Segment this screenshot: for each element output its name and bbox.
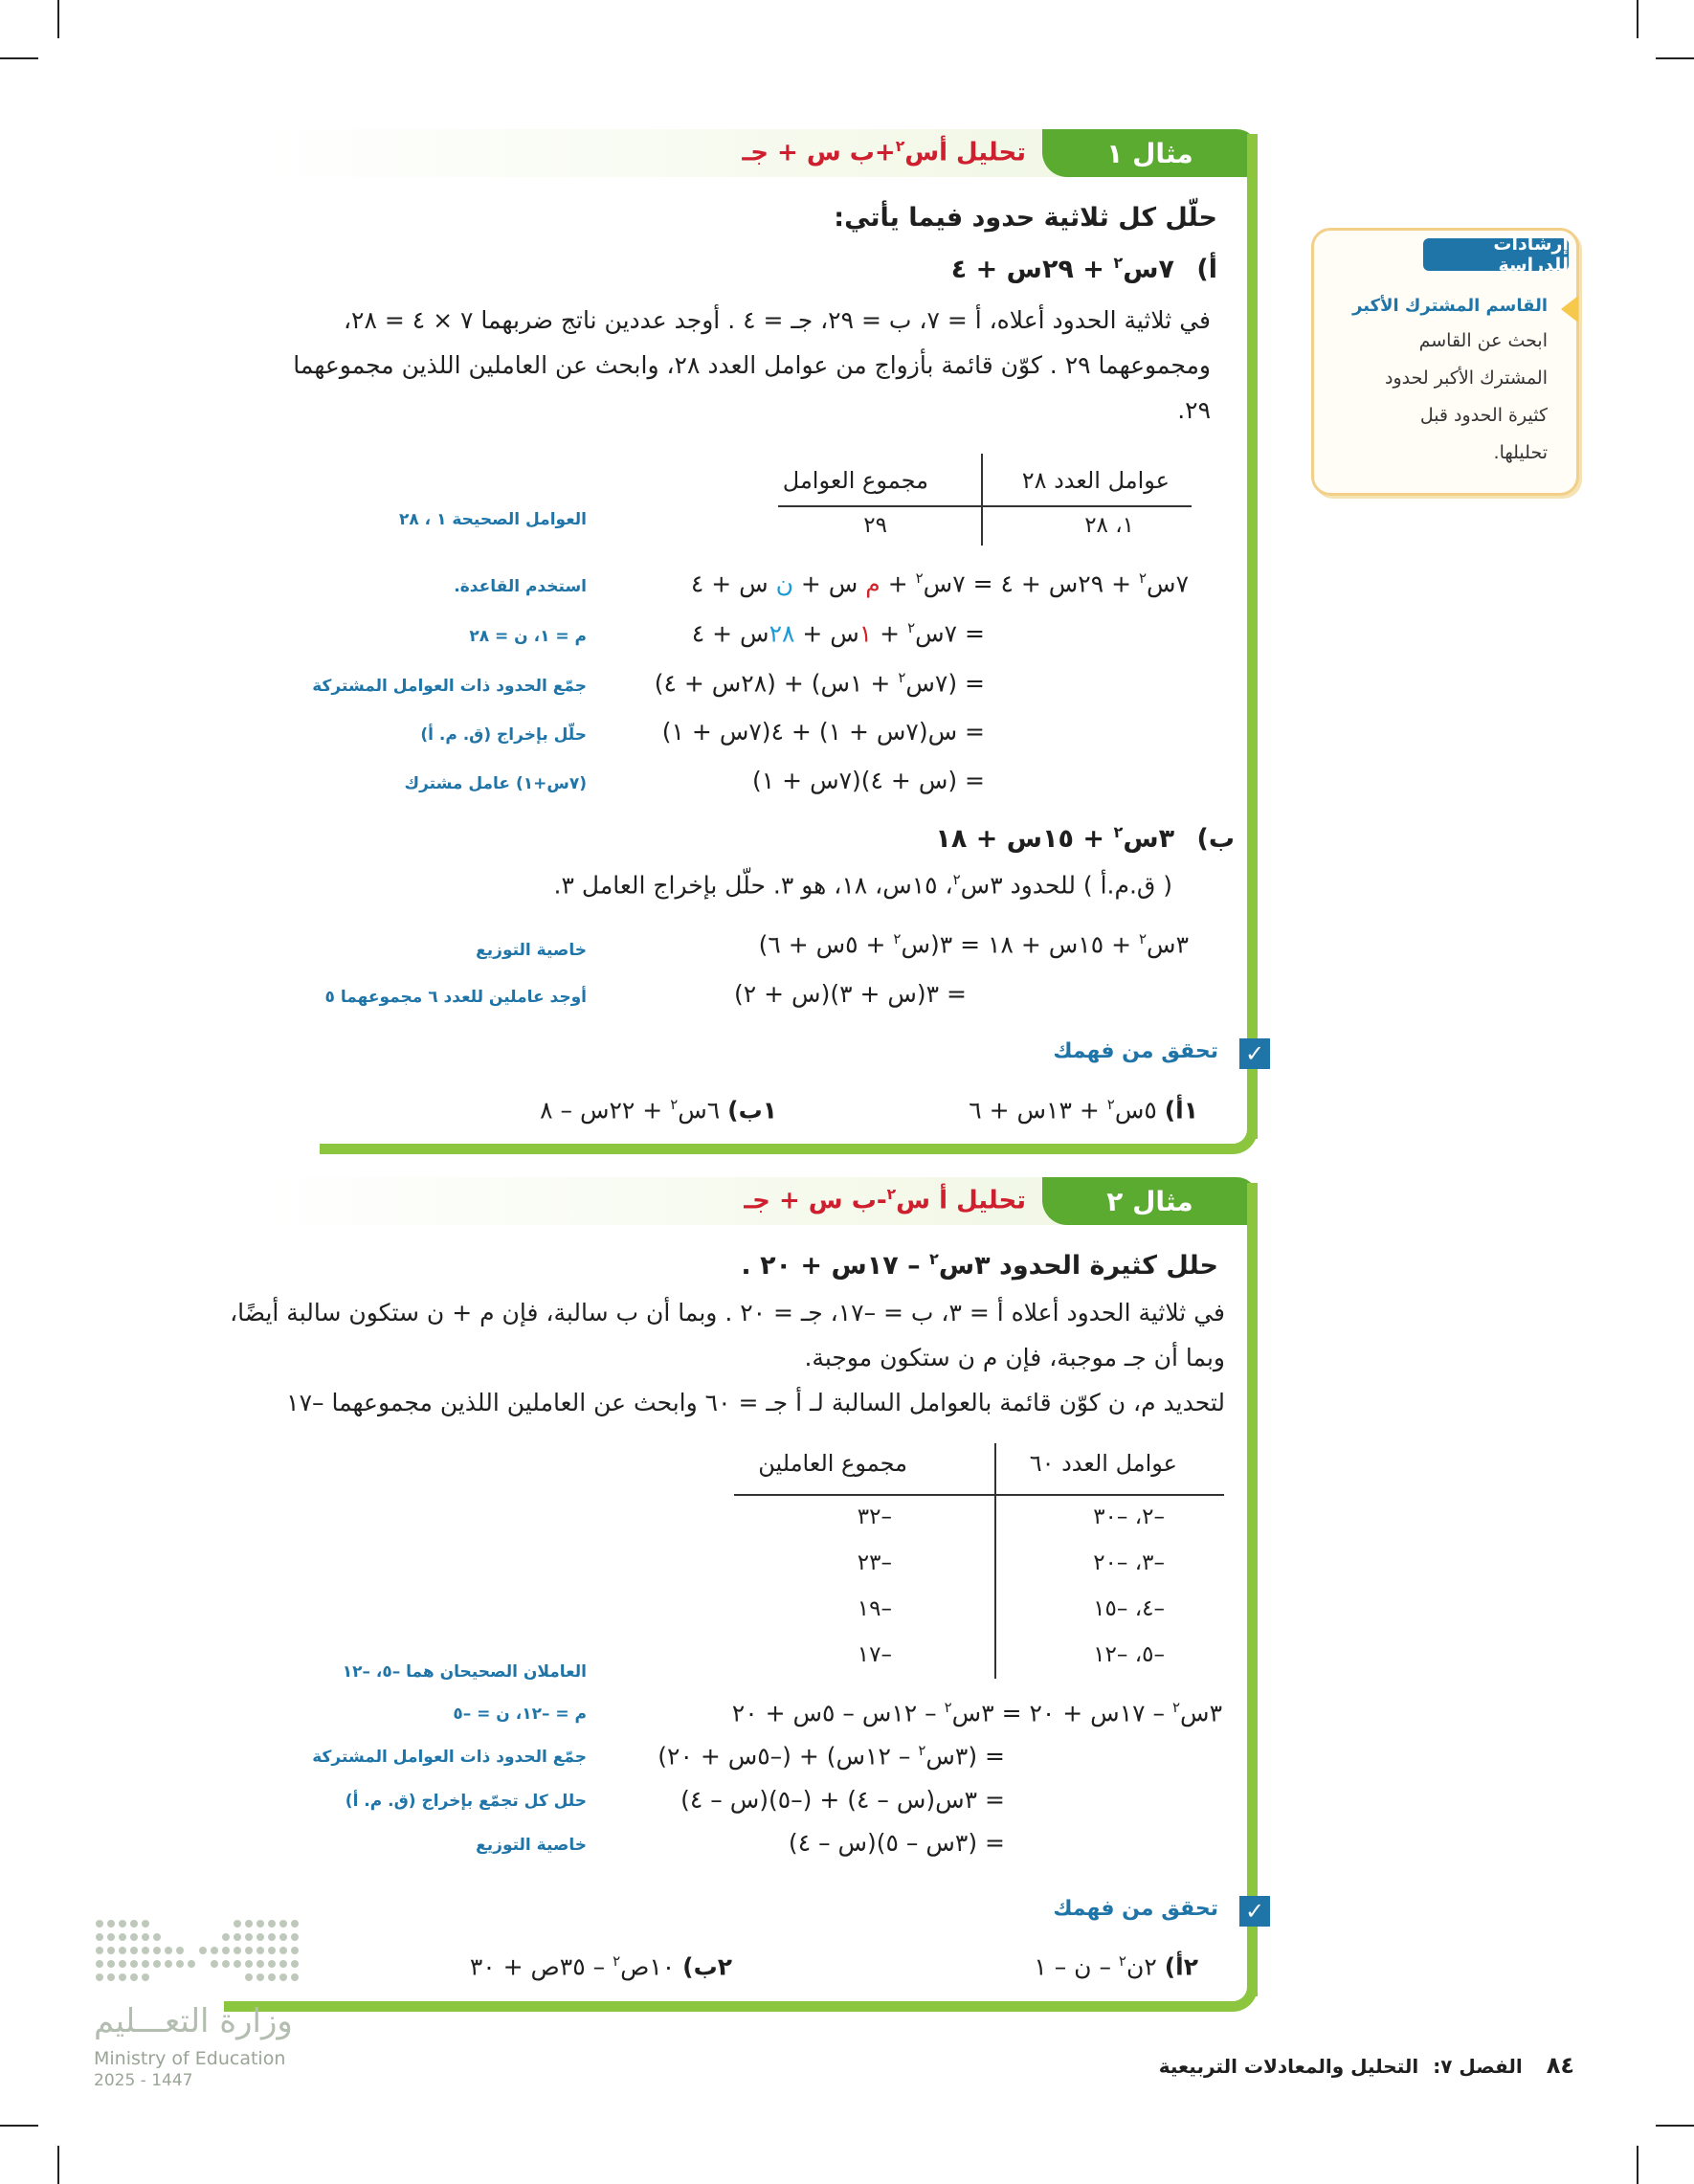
check-icon: ✓ bbox=[1239, 1038, 1270, 1069]
table2-header-sum: مجموع العاملين bbox=[758, 1450, 907, 1477]
example1-topic: تحليل أس$^٢$+ب س + جـ bbox=[742, 138, 1026, 167]
study-tip-line: ابحث عن القاسم bbox=[1418, 330, 1548, 351]
example1-step4-note: حلّل بإخراج (ق. م. أ) bbox=[420, 725, 587, 745]
example1-step2-note: م = ١، ن = ٢٨ bbox=[469, 627, 587, 646]
footer-chapter: الفصل ٧: bbox=[1433, 2055, 1523, 2078]
example2-instruction: حلل كثيرة الحدود ٣س$^٢$ – ١٧س + ٢٠ . bbox=[741, 1250, 1218, 1281]
table1-header-factors: عوامل العدد ٢٨ bbox=[1021, 467, 1170, 494]
table2-row: –٢، –٣٠ bbox=[1093, 1504, 1165, 1529]
study-tip-header: إرشادات للدراسة bbox=[1423, 238, 1569, 271]
crop-mark bbox=[0, 57, 38, 59]
example1-part-b: ب) ٣س$^٢$ + ١٥س + ١٨ bbox=[935, 823, 1235, 854]
example1-b-step2: = ٣(س + ٣)(س + ٢) bbox=[734, 980, 967, 1008]
example2-topic: تحليل أ س$^٢$-ب س + جـ bbox=[744, 1186, 1026, 1215]
study-tip-line: المشترك الأكبر لحدود bbox=[1385, 368, 1548, 389]
example1-para1: في ثلاثية الحدود أعلاه، أ = ٧، ب = ٢٩، جـ = ٤ . أوجد عددين ناتج ضربهما ٧ × ٤ = ٢٨، bbox=[343, 306, 1211, 334]
example1-check-title: تحقق من فهمك bbox=[1053, 1039, 1218, 1063]
example2-check-a: ٢أ) ٢ن$^٢$ – ن – ١ bbox=[1034, 1952, 1198, 1981]
table2-hline bbox=[734, 1494, 1224, 1496]
table1-row-factors: ١، ٢٨ bbox=[1084, 513, 1134, 538]
table2-row: –٢٣ bbox=[857, 1550, 892, 1575]
table1-vline bbox=[981, 454, 983, 546]
table2-row: –٣، –٢٠ bbox=[1093, 1550, 1165, 1575]
example1-b-step2-note: أوجد عاملين للعدد ٦ مجموعهما ٥ bbox=[324, 988, 587, 1007]
study-tip-line: تحليلها. bbox=[1493, 442, 1548, 463]
example2-para2: وبما أن جـ موجبة، فإن م ن ستكون موجبة. bbox=[804, 1344, 1225, 1371]
example1-check-a: ١أ) ٥س$^٢$ + ١٣س + ٦ bbox=[969, 1096, 1198, 1125]
table2-row: –١٧ bbox=[857, 1642, 892, 1667]
example1-bottom-frame bbox=[320, 1122, 1258, 1154]
example1-b-step1-note: خاصية التوزيع bbox=[476, 941, 587, 960]
example1-step2: = ٧س$^٢$ + ١س + ٢٨س + ٤ bbox=[691, 619, 985, 648]
page-number: ٨٤ bbox=[1546, 2052, 1574, 2079]
example1-step1-note: استخدم القاعدة. bbox=[454, 577, 587, 596]
example1-label: مثال ١ bbox=[1042, 129, 1258, 177]
example2-rail bbox=[1247, 1183, 1258, 1996]
example2-note-correct: العاملان الصحيحان هما –٥، –١٢ bbox=[342, 1662, 587, 1682]
example1-para2: ومجموعهما ٢٩ . كوّن قائمة بأزواج من عوامل العدد ٢٨، وابحث عن العاملين اللذين مجموعهما bbox=[293, 351, 1211, 379]
example2-header bbox=[262, 1177, 1258, 1225]
example1-part-a: أ) ٧س$^٢$ + ٢٩س + ٤ bbox=[950, 254, 1217, 284]
example2-step3-note: حلل كل تجمّع بإخراج (ق. م. أ) bbox=[345, 1792, 587, 1811]
study-tip-title: القاسم المشترك الأكبر bbox=[1352, 296, 1548, 316]
table2-row: –٣٢ bbox=[857, 1504, 892, 1529]
example2-check-title: تحقق من فهمك bbox=[1053, 1897, 1218, 1921]
table2-header-factors: عوامل العدد ٦٠ bbox=[1029, 1450, 1177, 1477]
table1-row-sum: ٢٩ bbox=[863, 513, 887, 538]
example2-label: مثال ٢ bbox=[1042, 1177, 1258, 1225]
table1-hline bbox=[778, 505, 1192, 507]
table1-header-sum: مجموع العوامل bbox=[782, 467, 928, 494]
ministry-logo-year: 2025 - 1447 bbox=[94, 2071, 193, 2090]
study-tip-box bbox=[1311, 228, 1579, 496]
example1-step3: = (٧س$^٢$ + ١س) + (٢٨س + ٤) bbox=[654, 669, 985, 698]
table2-vline bbox=[994, 1443, 996, 1679]
table2-row: –٤، –١٥ bbox=[1093, 1596, 1165, 1621]
crop-mark bbox=[1656, 57, 1694, 59]
example1-rail bbox=[1247, 134, 1258, 1139]
footer-chapter-title: التحليل والمعادلات التربيعية bbox=[1158, 2055, 1419, 2078]
ministry-logo-english: Ministry of Education bbox=[94, 2048, 286, 2069]
example1-note-correct: العوامل الصحيحة ١ ، ٢٨ bbox=[399, 510, 587, 529]
example2-step2: = (٣س$^٢$ – ١٢س) + (–٥س + ٢٠) bbox=[658, 1742, 1005, 1771]
example1-instruction: حلّل كل ثلاثية حدود فيما يأتي: bbox=[834, 203, 1217, 233]
check-icon: ✓ bbox=[1239, 1896, 1270, 1927]
example1-header bbox=[262, 129, 1258, 177]
example2-para3: لتحديد م، ن كوّن قائمة بالعوامل السالبة لـ أ جـ = ٦٠ وابحث عن العاملين اللذين مجموعهما –١٧ bbox=[286, 1389, 1225, 1416]
crop-mark bbox=[0, 2125, 38, 2127]
crop-mark bbox=[57, 0, 59, 38]
example2-step3: = ٣س(س – ٤) + (–٥)(س – ٤) bbox=[680, 1786, 1005, 1814]
example2-bottom-frame bbox=[224, 1979, 1258, 2012]
ministry-logo-arabic: وزارة التعـــليم bbox=[94, 2002, 293, 2040]
study-tip-line: كثيرة الحدود قبل bbox=[1419, 405, 1548, 426]
ministry-logo-dots-icon bbox=[94, 1918, 301, 1987]
example2-para1: في ثلاثية الحدود أعلاه أ = ٣، ب = –١٧، جـ = ٢٠ . وبما أن ب سالبة، فإن م + ن ستكون سالبة أيضًا، bbox=[230, 1299, 1225, 1326]
part-a-label: أ) bbox=[1196, 255, 1217, 284]
example2-step1: ٣س$^٢$ – ١٧س + ٢٠ = ٣س$^٢$ – ١٢س – ٥س + ٢٠ bbox=[731, 1699, 1222, 1727]
table2-row: –١٩ bbox=[857, 1596, 892, 1621]
crop-mark bbox=[57, 2146, 59, 2184]
part-b-label: ب) bbox=[1196, 824, 1235, 854]
example2-step2-note: جمّع الحدود ذات العوامل المشتركة bbox=[312, 1748, 587, 1767]
table2-row: –٥، –١٢ bbox=[1093, 1642, 1165, 1667]
example1-check-b: ١ب) ٦س$^٢$ + ٢٢س – ٨ bbox=[540, 1096, 777, 1125]
example1-part-b-para: ( ق.م.أ ) للحدود ٣س$^٢$، ١٥س، ١٨، هو ٣. حلّل بإخراج العامل ٣. bbox=[553, 871, 1172, 900]
example1-step3-note: جمّع الحدود ذات العوامل المشتركة bbox=[312, 677, 587, 696]
example2-check-b: ٢ب) ١٠ص$^٢$ – ٣٥ص + ٣٠ bbox=[469, 1952, 732, 1981]
example1-step1: ٧س$^٢$ + ٢٩س + ٤ = ٧س$^٢$ + م س + ن س + ٤ bbox=[690, 569, 1189, 598]
example1-step5: = (س + ٤)(٧س + ١) bbox=[752, 767, 985, 794]
example1-b-step1: ٣س$^٢$ + ١٥س + ١٨ = ٣(س$^٢$ + ٥س + ٦) bbox=[758, 930, 1189, 959]
crop-mark bbox=[1656, 2125, 1694, 2127]
example1-step4: = س(٧س + ١) + ٤(٧س + ١) bbox=[661, 718, 985, 746]
example2-step4-note: خاصية التوزيع bbox=[476, 1836, 587, 1855]
footer bbox=[1159, 2052, 1574, 2079]
example1-para3: ٢٩. bbox=[1177, 396, 1211, 424]
crop-mark bbox=[1637, 0, 1638, 38]
example1-step5-note: (٧س+١) عامل مشترك bbox=[404, 774, 587, 793]
example2-step4: = (٣س – ٥)(س – ٤) bbox=[788, 1829, 1005, 1857]
crop-mark bbox=[1637, 2146, 1638, 2184]
example2-step1-note: م = –١٢، ن = –٥ bbox=[453, 1705, 587, 1724]
tip-pointer-icon bbox=[1561, 296, 1578, 323]
